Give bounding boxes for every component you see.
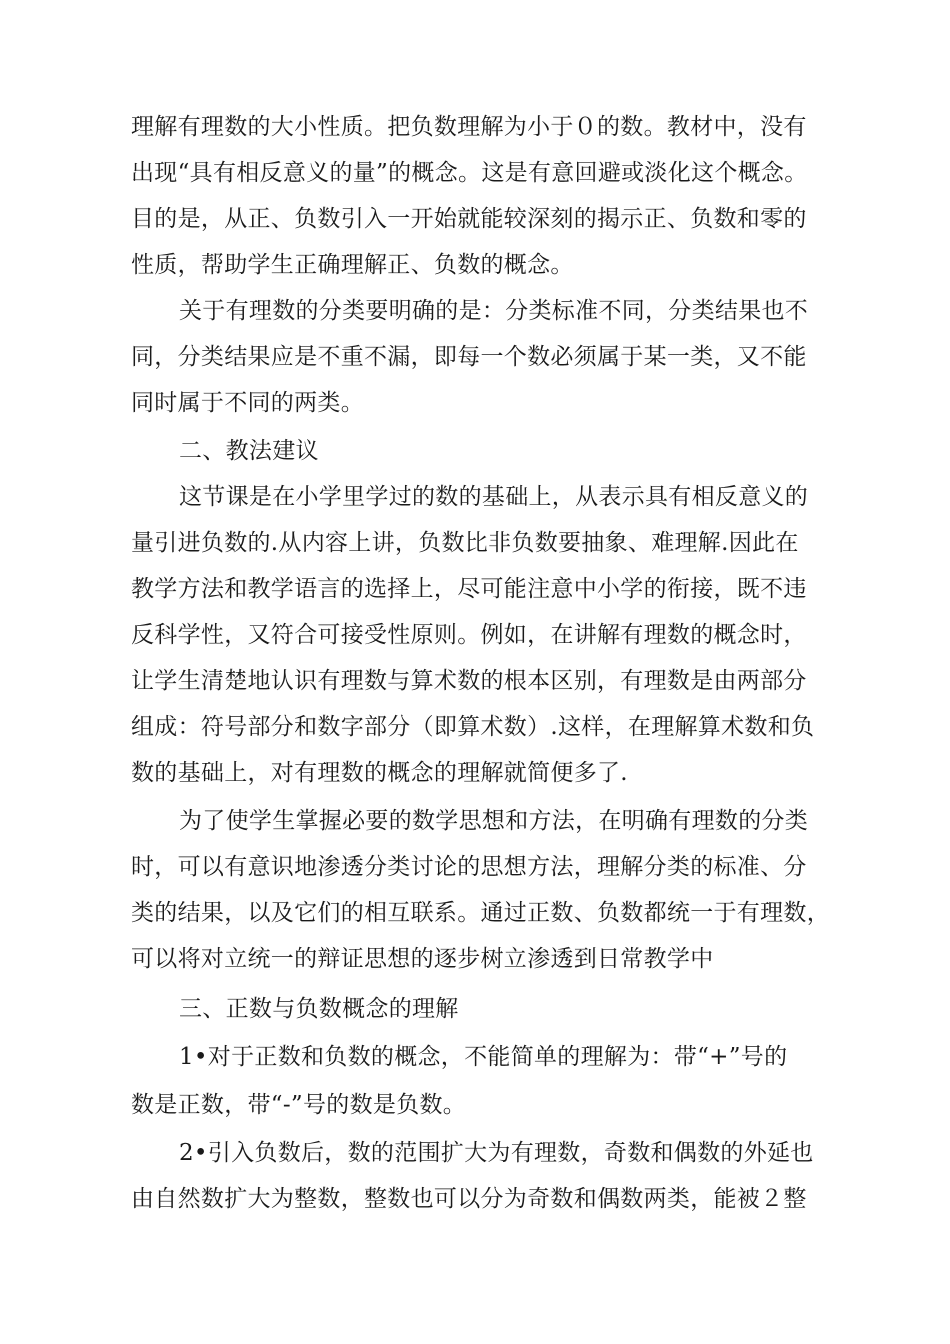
paragraph-line: 目的是，从正、负数引入一开始就能较深刻的揭示正、负数和零的 (131, 206, 807, 232)
paragraph-line: 为了使学生掌握必要的数学思想和方法，在明确有理数的分类 (179, 808, 809, 834)
section-heading: 二、教法建议 (179, 438, 319, 464)
paragraph-line: 数的基础上，对有理数的概念的理解就简便多了. (131, 760, 628, 786)
paragraph-line: 理解有理数的大小性质。把负数理解为小于０的数。教材中，没有 (131, 114, 807, 140)
paragraph-line: 教学方法和教学语言的选择上，尽可能注意中小学的衔接，既不违 (131, 576, 807, 602)
paragraph-line: 由自然数扩大为整数，整数也可以分为奇数和偶数两类，能被２整 (131, 1186, 807, 1212)
paragraph-line: 1•对于正数和负数的概念，不能简单的理解为：带“+”号的 (179, 1044, 788, 1070)
paragraph-line: 量引进负数的.从内容上讲，负数比非负数要抽象、难理解.因此在 (131, 530, 799, 556)
paragraph-line: 反科学性，又符合可接受性原则。例如，在讲解有理数的概念时， (131, 622, 807, 648)
paragraph-line: 2•引入负数后，数的范围扩大为有理数，奇数和偶数的外延也 (179, 1140, 814, 1166)
paragraph-line: 同时属于不同的两类。 (131, 390, 364, 416)
paragraph-line: 数是正数，带“-”号的数是负数。 (131, 1092, 467, 1118)
section-heading: 三、正数与负数概念的理解 (179, 996, 459, 1022)
paragraph-line: 性质，帮助学生正确理解正、负数的概念。 (131, 252, 574, 278)
paragraph-line: 这节课是在小学里学过的数的基础上，从表示具有相反意义的 (179, 484, 809, 510)
paragraph-line: 可以将对立统一的辩证思想的逐步树立渗透到日常教学中 (131, 946, 714, 972)
paragraph-line: 时，可以有意识地渗透分类讨论的思想方法，理解分类的标准、分 (131, 854, 807, 880)
paragraph-line: 让学生清楚地认识有理数与算术数的根本区别，有理数是由两部分 (131, 668, 807, 694)
paragraph-line: 类的结果，以及它们的相互联系。通过正数、负数都统一于有理数， (131, 900, 830, 926)
paragraph-line: 同，分类结果应是不重不漏，即每一个数必须属于某一类，又不能 (131, 344, 807, 370)
paragraph-line: 组成：符号部分和数字部分（即算术数）.这样，在理解算术数和负 (131, 714, 815, 740)
paragraph-line: 关于有理数的分类要明确的是：分类标准不同，分类结果也不 (179, 298, 809, 324)
paragraph-line: 出现“具有相反意义的量”的概念。这是有意回避或淡化这个概念。 (131, 160, 808, 186)
